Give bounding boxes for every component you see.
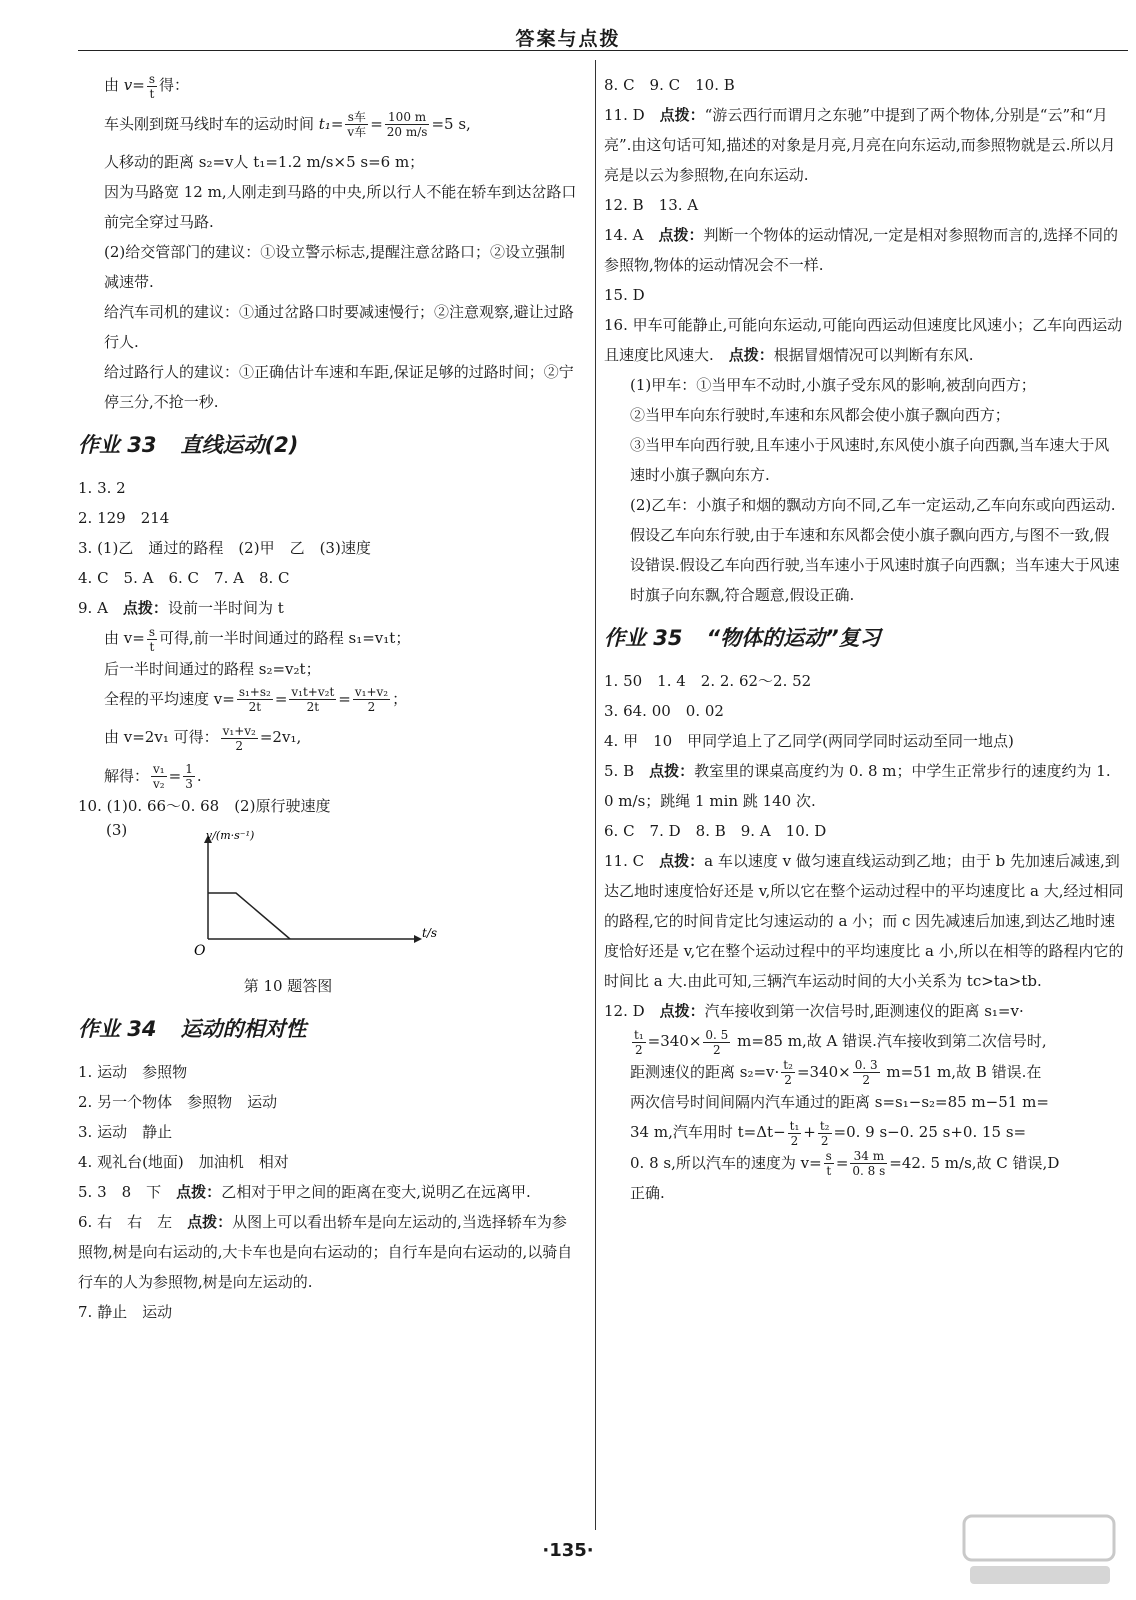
x-axis-label: t/s	[422, 926, 438, 940]
answer-line: 12. D 点拨：汽车接收到第一次信号时,距测速仪的距离 s₁=v·	[604, 1002, 1024, 1020]
header-rule	[78, 50, 1128, 51]
fraction: $\frac{\text{v₁}}{\text{v₂}}$	[153, 762, 165, 791]
section-title	[78, 417, 578, 473]
left-column	[78, 70, 578, 1327]
header-title: 答案与点拨	[515, 28, 621, 50]
answer-line: 2. 129 214	[78, 509, 170, 527]
answer-line: 1. 3. 2	[78, 479, 126, 497]
answer-line: 后一半时间通过的路程 s₂=v₂t；	[104, 659, 321, 678]
origin-label: O	[194, 943, 206, 959]
fraction: $\frac{s}{t}$	[148, 624, 155, 654]
answer-line: 4. 观礼台(地面) 加油机 相对	[78, 1153, 289, 1171]
answer-line: 4. C 5. A 6. C 7. A 8. C	[78, 569, 290, 587]
answer-line: ②当甲车向东行驶时,车速和东风都会使小旗子飘向西方；	[630, 406, 1010, 424]
answer-line: 2. 另一个物体 参照物 运动	[78, 1093, 278, 1111]
answer-line: 11. C 点拨：a 车以速度 v 做匀速直线运动到乙地；由于 b 先加速后减速,到达乙地时速度恰好还是 v,所以它在整个运动过程中的平均速度比 a 大,经过相同的路程,它的时间肯定比匀速运动的 a 小；而 c 因先减速后加速,到达乙地时速度恰好还是 v,它在整个运动过程中的平均速度比 a 小,所以在相等的路程内它的时间比 a 大.由此可知,三辆汽车运动时间的大小关系为 tc>ta>tb.	[604, 852, 1124, 990]
answer-line: 5. B 点拨：教室里的课桌高度约为 0. 8 m；中学生正常步行的速度约为 1. 0 m/s；跳绳 1 min 跳 140 次.	[604, 762, 1111, 810]
answer-line: 5. 3 8 下 点拨：乙相对于甲之间的距离在变大,说明乙在远离甲.	[78, 1183, 531, 1201]
x-axis-arrow	[414, 935, 422, 943]
graph-caption: 第 10 题答图	[243, 977, 333, 995]
answer-line: 14. A 点拨：判断一个物体的运动情况,一定是相对参照物而言的,选择不同的参照物,物体的运动情况会不一样.	[604, 226, 1119, 274]
fraction: $\frac{s}{t}$	[148, 71, 156, 101]
answer-line: 12. B 13. A	[604, 196, 699, 214]
answer-line: 正确.	[630, 1184, 665, 1202]
section-name: “物体的运动”复习	[706, 626, 881, 650]
fraction: $\frac{s}{t}$	[825, 1149, 832, 1178]
continued-answer-block	[78, 70, 578, 417]
answer-line: 距测速仪的距离 s₂=v· $\frac{\text{t₂}}{2}$ =340× $\frac{0. 3}{2}$ m=51 m,故 B 错误.在	[630, 1058, 1042, 1087]
section-title	[78, 1001, 578, 1057]
answer-line: 4. 甲 10 甲同学追上了乙同学(两同学同时运动至同一地点)	[604, 732, 1014, 750]
fraction: $\frac{100 m}{20 m/s}$	[386, 110, 428, 139]
answer-line: 给过路行人的建议：①正确估计车速和车距,保证足够的过路时间；②宁停三分,不抢一秒.	[104, 363, 574, 411]
answer-line: 全程的平均速度 v= $\frac{\text{s₁+s₂}}{2t}$ = $\frac{\text{v₁t+v₂t}}{2t}$ = $\frac{\text{v₁+v₂}}{2}$ ；	[104, 685, 408, 714]
answer-line: 由 v= $\frac{s}{t}$ 可得,前一半时间通过的路程 s₁=v₁t；	[104, 624, 411, 654]
section-33-answers	[78, 473, 578, 1001]
fraction: $\frac{0. 5}{2}$	[705, 1027, 729, 1057]
answer-line: 1. 运动 参照物	[78, 1063, 188, 1081]
answer-line: 车头刚到斑马线时车的运动时间 t₁= $\frac{\text{s车}}{\text{v车}}$ = $\frac{100 m}{20 m/s}$ =5 s,	[104, 110, 471, 139]
section-name: 直线运动(2)	[180, 433, 299, 457]
fraction: $\frac{0. 3}{2}$	[854, 1058, 878, 1087]
fraction: $\frac{\text{t₁}}{2}$	[634, 1027, 644, 1057]
answer-line: 0. 8 s,所以汽车的速度为 v= $\frac{s}{t}$ = $\frac{34 m}{0. 8 s}$ =42. 5 m/s,故 C 错误,D	[630, 1149, 1060, 1178]
answer-line: 两次信号时间间隔内汽车通过的距离 s=s₁−s₂=85 m−51 m=	[630, 1093, 1049, 1111]
answer-graph	[78, 821, 578, 971]
column-divider	[595, 60, 596, 1530]
answer-line: 34 m,汽车用时 t=Δt− $\frac{\text{t₁}}{2}$ + $\frac{\text{t₂}}{2}$ =0. 9 s−0. 25 s+0. 15 s=	[630, 1118, 1027, 1148]
answer-line: 8. C 9. C 10. B	[604, 76, 735, 94]
page-number: ·135·	[542, 1540, 594, 1561]
answer-line: (1)甲车：①当甲车不动时,小旗子受东风的影响,被刮向西方；	[630, 376, 1036, 394]
answer-line: 11. D 点拨：“游云西行而谓月之东驰”中提到了两个物体,分别是“云”和“月亮”.由这句话可知,描述的对象是月亮,月亮在向东运动,而参照物就是云.所以月亮是以云为参照物,在向东运动.	[604, 106, 1116, 184]
answer-line: 16. 甲车可能静止,可能向东运动,可能向西运动但速度比风速小；乙车向西运动且速度比风速大. 点拨：根据冒烟情况可以判断有东风.	[604, 316, 1123, 364]
page-header	[0, 0, 1136, 54]
fraction: $\frac{1}{3}$	[185, 762, 193, 791]
answer-line: ③当甲车向西行驶,且车速小于风速时,东风使小旗子向西飘,当车速大于风速时小旗子飘向东方.	[630, 436, 1110, 484]
answer-line: 3. 运动 静止	[78, 1123, 173, 1141]
answer-line: $\frac{\text{t₁}}{2}$ =340× $\frac{0. 5}{2}$ m=85 m,故 A 错误.汽车接收到第二次信号时,	[634, 1027, 1047, 1057]
answer-line: 3. (1)乙 通过的路程 (2)甲 乙 (3)速度	[78, 539, 371, 557]
section-title	[604, 610, 1124, 666]
answer-line: (2)给交管部门的建议：①设立警示标志,提醒注意岔路口；②设立强制减速带.	[104, 243, 566, 291]
section-number: 作业 34	[78, 1017, 157, 1041]
fraction: $\frac{\text{v₁+v₂}}{2}$	[222, 723, 256, 753]
answer-line: 3. 64. 00 0. 02	[604, 702, 724, 720]
answer-line: 解得： $\frac{\text{v₁}}{\text{v₂}}$ = $\frac{1}{3}$ .	[104, 762, 202, 791]
y-axis-label: v/(m·s⁻¹)	[206, 829, 255, 842]
fraction: $\frac{\text{t₂}}{2}$	[819, 1118, 830, 1148]
right-column	[604, 70, 1124, 1208]
fraction: $\frac{\text{s₁+s₂}}{2t}$	[238, 685, 271, 714]
fraction: $\frac{\text{t₁}}{2}$	[789, 1118, 800, 1148]
answer-line: 7. 静止 运动	[78, 1303, 173, 1321]
velocity-time-graph	[178, 821, 438, 971]
section-name: 运动的相对性	[180, 1017, 307, 1041]
fraction: $\frac{\text{s车}}{\text{v车}}$	[347, 110, 367, 139]
fraction: $\frac{\text{t₂}}{2}$	[783, 1058, 793, 1087]
answer-line: 1. 50 1. 4 2. 2. 62～2. 52	[604, 672, 812, 690]
section-35-answers	[604, 666, 1124, 1208]
graph-label: (3)	[106, 821, 128, 839]
answer-line: 给汽车司机的建议：①通过岔路口时要减速慢行；②注意观察,避让过路行人.	[104, 303, 574, 351]
answer-line: 人移动的距离 s₂=v人 t₁=1.2 m/s×5 s=6 m；	[104, 153, 425, 171]
answer-line: 15. D	[604, 286, 645, 304]
answer-line: 9. A 点拨：设前一半时间为 t	[78, 599, 284, 617]
answer-line: (2)乙车：小旗子和烟的飘动方向不同,乙车一定运动,乙车向东或向西运动.假设乙车向东行驶,由于车速和东风都会使小旗子飘向西方,与图不一致,假设错误.假设乙车向西行驶,当车速小于风速时旗子向西飘；当车速大于风速时旗子向东飘,符合题意,假设正确.	[630, 496, 1120, 604]
fraction: $\frac{34 m}{0. 8 s}$	[852, 1149, 886, 1178]
answer-line: 6. 右 右 左 点拨：从图上可以看出轿车是向左运动的,当选择轿车为参照物,树是向右运动的,大卡车也是向右运动的；自行车是向右运动的,以骑自行车的人为参照物,树是向左运动的.	[78, 1213, 573, 1291]
answer-line: 10. (1)0. 66～0. 68 (2)原行驶速度	[78, 797, 331, 815]
fraction: $\frac{\text{v₁+v₂}}{2}$	[354, 685, 389, 714]
fraction: $\frac{\text{v₁t+v₂t}}{2t}$	[291, 685, 335, 714]
answer-line: 由 v=2v₁ 可得： $\frac{\text{v₁+v₂}}{2}$ =2v₁,	[104, 723, 302, 753]
velocity-line	[208, 893, 290, 939]
watermark-logo	[960, 1510, 1120, 1590]
section-34-answers	[78, 1057, 578, 1327]
answer-line: 因为马路宽 12 m,人刚走到马路的中央,所以行人不能在轿车到达岔路口前完全穿过马路.	[104, 183, 577, 231]
section-number: 作业 35	[604, 626, 683, 650]
answer-line: 由 v= $\frac{s}{t}$ 得：	[104, 71, 190, 101]
section-number: 作业 33	[78, 433, 157, 457]
answer-line: 6. C 7. D 8. B 9. A 10. D	[604, 822, 827, 840]
